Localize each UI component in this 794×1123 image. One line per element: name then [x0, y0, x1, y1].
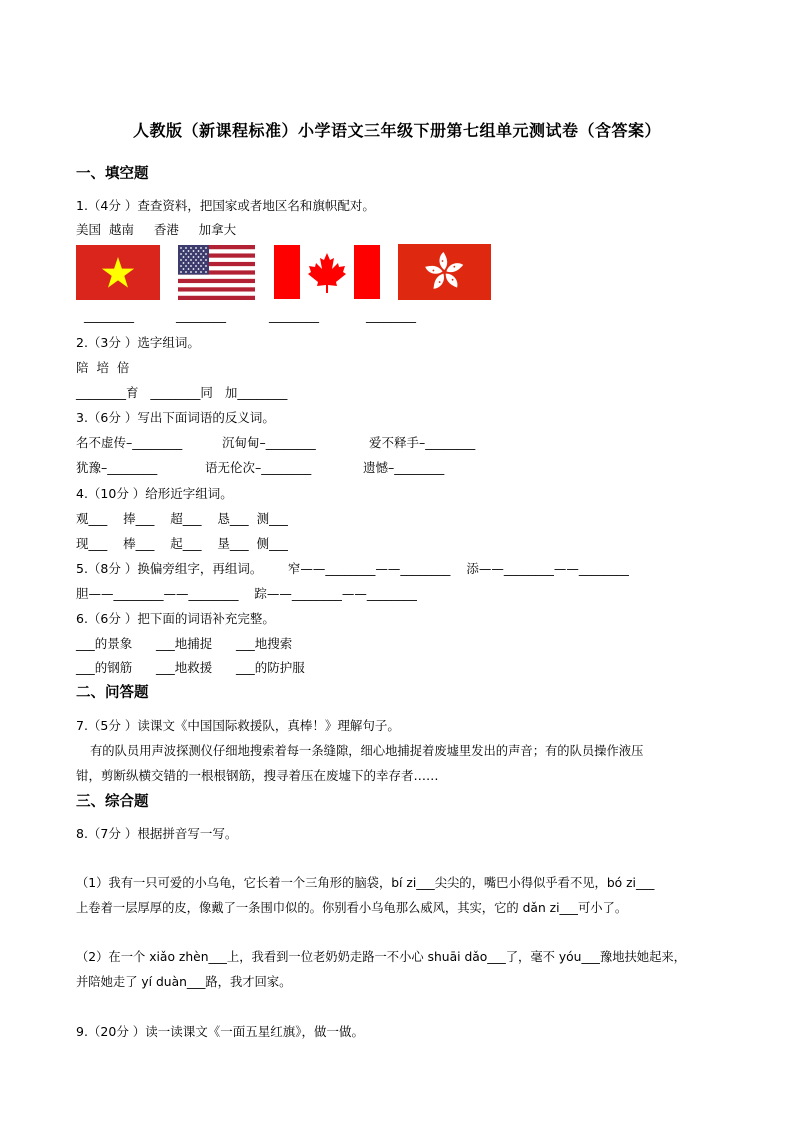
- q2-characters: 陪 培 倍: [76, 360, 130, 375]
- q1-region-names: 美国 越南 香港 加拿大: [76, 222, 237, 237]
- flag-answer-blank-3[interactable]: ________: [269, 308, 319, 323]
- flag-answer-blank-1[interactable]: ________: [84, 308, 134, 323]
- q3-item[interactable]: 遗憾–________: [363, 460, 445, 475]
- q5-stem: 5.（8分 ）换偏旁组字，再组词。: [76, 561, 263, 576]
- section-heading-comprehensive: 三、综合题: [76, 794, 149, 810]
- vietnam-flag: [76, 245, 160, 300]
- q3-item[interactable]: 犹豫–________: [76, 460, 158, 475]
- q6-stem: 6.（6分 ）把下面的词语补充完整。: [76, 611, 275, 626]
- q6-item[interactable]: ___的防护服: [236, 660, 305, 675]
- q7-passage-line-2: 钳，剪断纵横交错的一根根钢筋，搜寻着压在废墟下的幸存者……: [76, 768, 439, 783]
- page-title: 人教版（新课程标准）小学语文三年级下册第七组单元测试卷（含答案）: [132, 121, 661, 140]
- q1-stem: 1.（4分 ）查查资料，把国家或者地区名和旗帜配对。: [76, 198, 375, 213]
- q3-item[interactable]: 语无伦次–________: [205, 460, 312, 475]
- canada-flag: [274, 245, 380, 299]
- q5-line-1[interactable]: 窄——________——________ 添——________——________: [276, 561, 629, 576]
- section-heading-fill-blank: 一、填空题: [76, 166, 149, 182]
- flag-answer-blank-4[interactable]: ________: [366, 308, 416, 323]
- q5-line-2[interactable]: 胆——________——________ 踪——________——________: [76, 586, 417, 601]
- q4-row-1[interactable]: 观___ 捧___ 超___ 恳___ 测___: [76, 511, 288, 526]
- q8-part2-line-1[interactable]: （2）在一个 xiǎo zhèn___上，我看到一位老奶奶走路一不小心 shuāi dǎo___了，毫不 yóu___豫地扶她起来，: [76, 950, 686, 964]
- q9-stem: 9.（20分 ）读一读课文《一面五星红旗》，做一做。: [76, 1024, 365, 1039]
- q6-item[interactable]: ___地救援: [156, 660, 213, 675]
- usa-flag: [178, 245, 255, 300]
- q6-item[interactable]: ___地捕捉: [156, 636, 213, 651]
- q7-passage-line-1: 有的队员用声波探测仪仔细地搜索着每一条缝隙，细心地捕捉着废墟里发出的声音；有的队员操作液压: [90, 744, 644, 758]
- q6-item[interactable]: ___的景象: [76, 636, 133, 651]
- q6-item[interactable]: ___地搜索: [236, 636, 293, 651]
- q3-item[interactable]: 爱不释手–________: [369, 435, 476, 450]
- q3-item[interactable]: 名不虚传–________: [76, 435, 183, 450]
- q8-part2-line-2[interactable]: 并陪她走了 yí duàn___路，我才回家。: [76, 975, 292, 989]
- section-heading-qa: 二、问答题: [76, 685, 149, 701]
- q3-stem: 3.（6分 ）写出下面词语的反义词。: [76, 410, 275, 425]
- q4-row-2[interactable]: 现___ 棒___ 起___ 垦___ 侧___: [76, 536, 288, 551]
- flag-answer-blank-2[interactable]: ________: [176, 308, 226, 323]
- q7-stem: 7.（5分 ）读课文《中国国际救援队，真棒！》理解句子。: [76, 718, 400, 733]
- hong-kong-flag: [398, 244, 491, 300]
- q6-item[interactable]: ___的钢筋: [76, 660, 133, 675]
- q8-stem: 8.（7分 ）根据拼音写一写。: [76, 826, 238, 841]
- q4-stem: 4.（10分 ）给形近字组词。: [76, 486, 233, 501]
- q2-stem: 2.（3分 ）选字组词。: [76, 335, 200, 350]
- q3-item[interactable]: 沉甸甸–________: [222, 435, 316, 450]
- q8-part1-line-2[interactable]: 上卷着一层厚厚的皮，像戴了一条围巾似的。你别看小乌龟那么威风，其实，它的 dǎn zi___可小了。: [76, 901, 628, 915]
- q8-part1-line-1[interactable]: （1）我有一只可爱的小乌龟，它长着一个三角形的脑袋，bí zi___尖尖的，嘴巴小得似乎看不见，bó zi___: [76, 876, 655, 890]
- q2-answer-line[interactable]: ________育 ________同 加________: [76, 385, 288, 400]
